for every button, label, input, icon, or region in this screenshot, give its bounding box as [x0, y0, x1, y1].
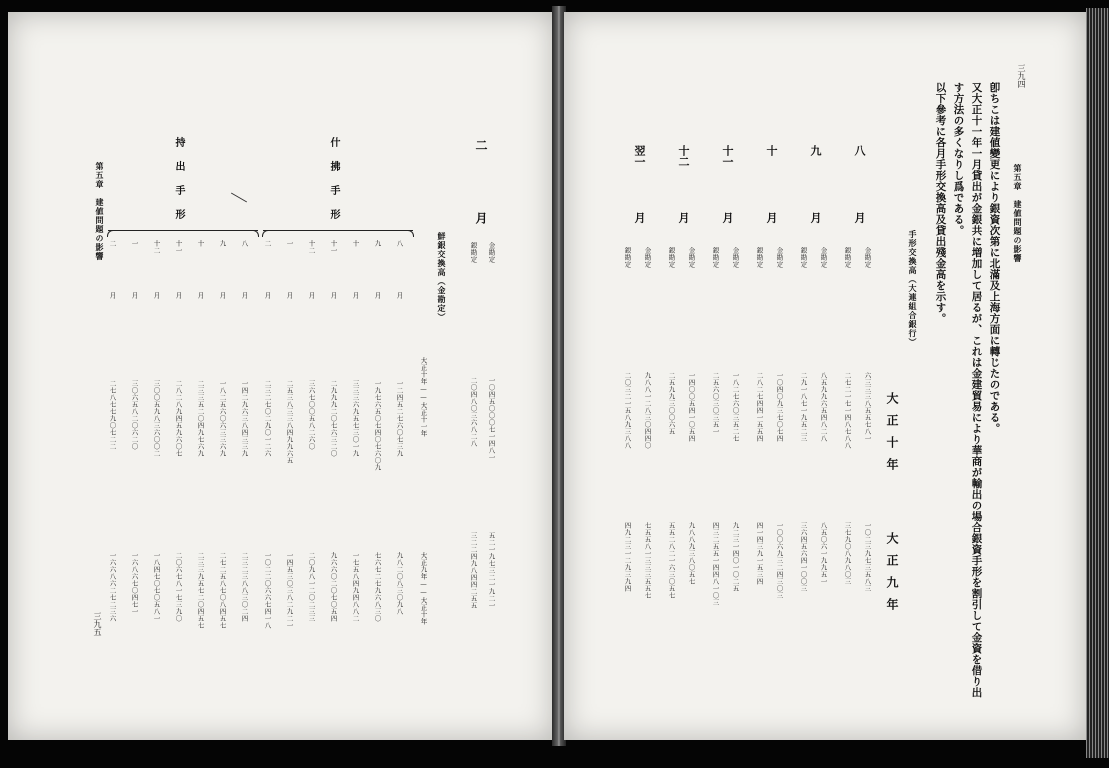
mochidashi-value-b: 一六八六七〇四七一	[130, 552, 139, 615]
shiharai-value-a: 一二四五二七六〇七三九	[395, 380, 404, 457]
shiharai-value-a: 三三三六九五七三〇一九	[351, 380, 360, 457]
right-col-gin: 銀勘定	[623, 247, 632, 268]
mochidashi-value-b: 一六六八六二七二三六	[108, 552, 117, 622]
shiharai-month-suffix: 月	[329, 292, 338, 299]
mochidashi-label: 持出手形	[173, 137, 184, 233]
kin-value: 一〇四五〇〇〇七一四八一	[487, 377, 496, 461]
mochidashi-month: 九	[218, 240, 227, 247]
shiharai-value-b: 二〇九八一二〇二三三	[307, 552, 316, 622]
shiharai-value-b: 七六七二七九六八三〇	[373, 552, 382, 622]
shiharai-value-b: 九八二〇八三〇九八	[395, 552, 404, 615]
right-col-kin: 金勘定	[687, 247, 696, 268]
shiharai-month: 八	[395, 240, 404, 247]
shiharai-month-suffix: 月	[285, 292, 294, 299]
year-header-a: 大正十年——大正十一年	[419, 357, 428, 437]
left-running-head: 第五章 建値問題の影響	[95, 162, 105, 261]
mochidashi-value-a: 一八二五六〇六三三六九	[218, 380, 227, 457]
shiharai-month-suffix: 月	[307, 292, 316, 299]
mochidashi-month-suffix: 月	[152, 292, 161, 299]
mochidashi-value-a: 二八二八九四五九六〇七	[174, 380, 183, 457]
taisho9-value: 七五五八一三三三五五七	[643, 522, 652, 599]
taisho10-value: 九八八一二八三〇四四〇	[643, 372, 652, 449]
right-month: 十二	[677, 145, 690, 167]
taisho9-value: 三六四五六四一〇〇三	[799, 522, 808, 592]
paragraph-1: 卽ちこは建値變更により銀資次第に北滿及上海方面に轉じたのである。	[988, 82, 1001, 434]
taisho10-value: 一四〇〇五四一〇五四	[687, 372, 696, 442]
taisho9-value: 九八八九三八〇五七	[687, 522, 696, 585]
shiharai-value-b: 一七五八四九四八八二	[351, 552, 360, 622]
mochidashi-month: 一	[130, 240, 139, 247]
right-month-suffix: 月	[677, 212, 690, 223]
right-month-suffix: 月	[765, 212, 778, 223]
right-page	[564, 12, 1086, 740]
shiharai-month-suffix: 月	[395, 292, 404, 299]
taisho9-value: 九二三一四〇一〇二五	[731, 522, 740, 592]
col-gin-label: 銀勘定	[469, 242, 478, 263]
taisho9-value: 四一四三九一五三四	[755, 522, 764, 585]
dash-mark	[231, 193, 247, 203]
mochidashi-value-b: 二〇六七八一七三九〇	[174, 552, 183, 622]
shiharai-month: 十一	[329, 240, 338, 254]
mochidashi-value-b: 一八四七〇七〇五八一	[152, 552, 161, 622]
page-edge	[1086, 8, 1109, 758]
mochidashi-month: 十二	[152, 240, 161, 254]
right-col-kin: 金勘定	[643, 247, 652, 268]
section-title-ni: 二	[474, 139, 488, 151]
right-col-gin: 銀勘定	[755, 247, 764, 268]
right-month: 十一	[721, 145, 734, 167]
mochidashi-value-a: 二七八七七九〇七二二	[108, 380, 117, 450]
taisho10-value: 二九一八七一九五二三	[799, 372, 808, 442]
shiharai-month-suffix: 月	[351, 292, 360, 299]
shiharai-value-b: 九六六〇二〇七〇五四	[329, 552, 338, 622]
taisho9-value: 一〇〇六九三二四三〇三	[775, 522, 784, 599]
mochidashi-month: 十一	[174, 240, 183, 254]
taisho9-value: 一〇二三九七三五八三	[863, 522, 872, 592]
right-col-gin: 銀勘定	[711, 247, 720, 268]
shiharai-month: 一	[285, 240, 294, 247]
mochidashi-value-b: 二七二五八七〇八四五七	[218, 552, 227, 629]
mochidashi-month-suffix: 月	[240, 292, 249, 299]
shiharai-value-a: 三六七〇〇五八二六〇	[307, 380, 316, 450]
taisho10-value: 二七二一七一四八七八八	[843, 372, 852, 449]
right-month-suffix: 月	[721, 212, 734, 223]
shiharai-month: 十二	[307, 240, 316, 254]
taisho9-value: 四三二五五一四四八一〇三	[711, 522, 720, 606]
right-month-suffix: 月	[853, 212, 866, 223]
taisho10-value: 六三三三八五五七八一	[863, 372, 872, 442]
mochidashi-value-a: 三〇〇五九八三六〇〇二	[152, 380, 161, 457]
gin-value: 二〇四八〇三六八二八	[469, 377, 478, 447]
taisho9-value: 八五〇六一九九五一	[819, 522, 828, 585]
year-taisho-9: 大正九年	[885, 532, 899, 620]
right-month: 翌一	[633, 145, 646, 167]
section-month-label: 月	[474, 212, 488, 224]
right-col-kin: 金勘定	[731, 247, 740, 268]
right-month-suffix: 月	[633, 212, 646, 223]
mochidashi-month: 二	[108, 240, 117, 247]
year-taisho-10: 大正十年	[885, 392, 899, 480]
mochidashi-month-suffix: 月	[218, 292, 227, 299]
taisho10-value: 二五九九三〇〇六五	[667, 372, 676, 435]
shiharai-value-a: 二三二七〇二九〇一二六	[263, 380, 272, 457]
mochidashi-value-a: 一四二九六三八四三三九	[240, 380, 249, 457]
left-page-number: 三九五	[93, 612, 102, 636]
mochidashi-month: 八	[240, 240, 249, 247]
left-page	[8, 12, 554, 740]
shiharai-brace	[263, 230, 413, 231]
right-month: 十	[765, 145, 778, 156]
right-col-kin: 金勘定	[863, 247, 872, 268]
shiharai-label: 什拂手形	[328, 137, 339, 233]
paragraph-4: 以下參考に各月手形交換高及貸出殘金高を示す。	[934, 82, 947, 324]
kin-value-b: 五二一九七三二一九二一	[487, 532, 496, 609]
shiharai-month: 二	[263, 240, 272, 247]
right-col-kin: 金勘定	[819, 247, 828, 268]
mochidashi-month-suffix: 月	[196, 292, 205, 299]
shiharai-value-b: 一〇二二〇六六七四一八	[263, 552, 272, 629]
shiharai-month: 九	[373, 240, 382, 247]
taisho9-value: 三七九〇八九八〇三	[843, 522, 852, 585]
taisho10-value: 一八二七六〇三五二七	[731, 372, 740, 442]
taisho10-value: 八五九九六五四八二八	[819, 372, 828, 442]
right-col-gin: 銀勘定	[799, 247, 808, 268]
taisho9-value: 四九二三一二九三九四	[623, 522, 632, 592]
shiharai-month-suffix: 月	[263, 292, 272, 299]
year-header-b: 大正九年——大正十年	[419, 552, 428, 625]
gin-koukan-heading: 鮮銀交換高（金勘定）	[437, 232, 447, 322]
right-month: 八	[853, 145, 866, 156]
shiharai-month: 十	[351, 240, 360, 247]
right-page-number: 三九四	[1017, 64, 1026, 88]
mochidashi-value-a: 三〇六五八二〇六二〇	[130, 380, 139, 450]
shiharai-value-b: 一四五三〇三八二九二一	[285, 552, 294, 629]
right-running-head: 第五章 建値問題の影響	[1013, 164, 1023, 263]
right-month-suffix: 月	[809, 212, 822, 223]
mochidashi-value-b: 二三三九五七二〇四五七	[196, 552, 205, 629]
shiharai-value-a: 二五三八三三八四九九六五	[285, 380, 294, 464]
taisho10-value: 一〇四〇九三七〇七四	[775, 372, 784, 442]
paragraph-2: 又大正十一年一月貸出が金銀共に増加して居るが、これは金建貿易により華商が輸出の場合銀資手形を割引して金資を借り出	[970, 82, 983, 698]
col-kin-label: 金勘定	[487, 242, 496, 263]
shiharai-value-a: 二九九九二〇七六三二〇	[329, 380, 338, 457]
right-col-gin: 銀勘定	[667, 247, 676, 268]
mochidashi-month: 十	[196, 240, 205, 247]
taisho9-value: 五五二八二一六三〇五七	[667, 522, 676, 599]
right-col-gin: 銀勘定	[843, 247, 852, 268]
paragraph-3: す方法の多くなりし爲である。	[952, 82, 965, 236]
right-month: 九	[809, 145, 822, 156]
mochidashi-brace	[108, 230, 258, 231]
taisho10-value: 二〇三二一五八九三八八	[623, 372, 632, 449]
shiharai-value-a: 一九七六五〇七四〇七六〇九	[373, 380, 382, 471]
mochidashi-month-suffix: 月	[130, 292, 139, 299]
mochidashi-value-a: 二三三五二〇四九七六九	[196, 380, 205, 457]
taisho10-value: 二八二七四四一五五四	[755, 372, 764, 442]
mochidashi-month-suffix: 月	[174, 292, 183, 299]
table-title: 手形交換高（大連組合銀行）	[908, 230, 918, 347]
shiharai-month-suffix: 月	[373, 292, 382, 299]
right-col-kin: 金勘定	[775, 247, 784, 268]
taisho10-value: 二五六〇三〇三五一	[711, 372, 720, 435]
gin-value-b: 三二二四九八四四二五五	[469, 532, 478, 609]
mochidashi-value-b: 二三二三八八三〇二四	[240, 552, 249, 622]
mochidashi-month-suffix: 月	[108, 292, 117, 299]
